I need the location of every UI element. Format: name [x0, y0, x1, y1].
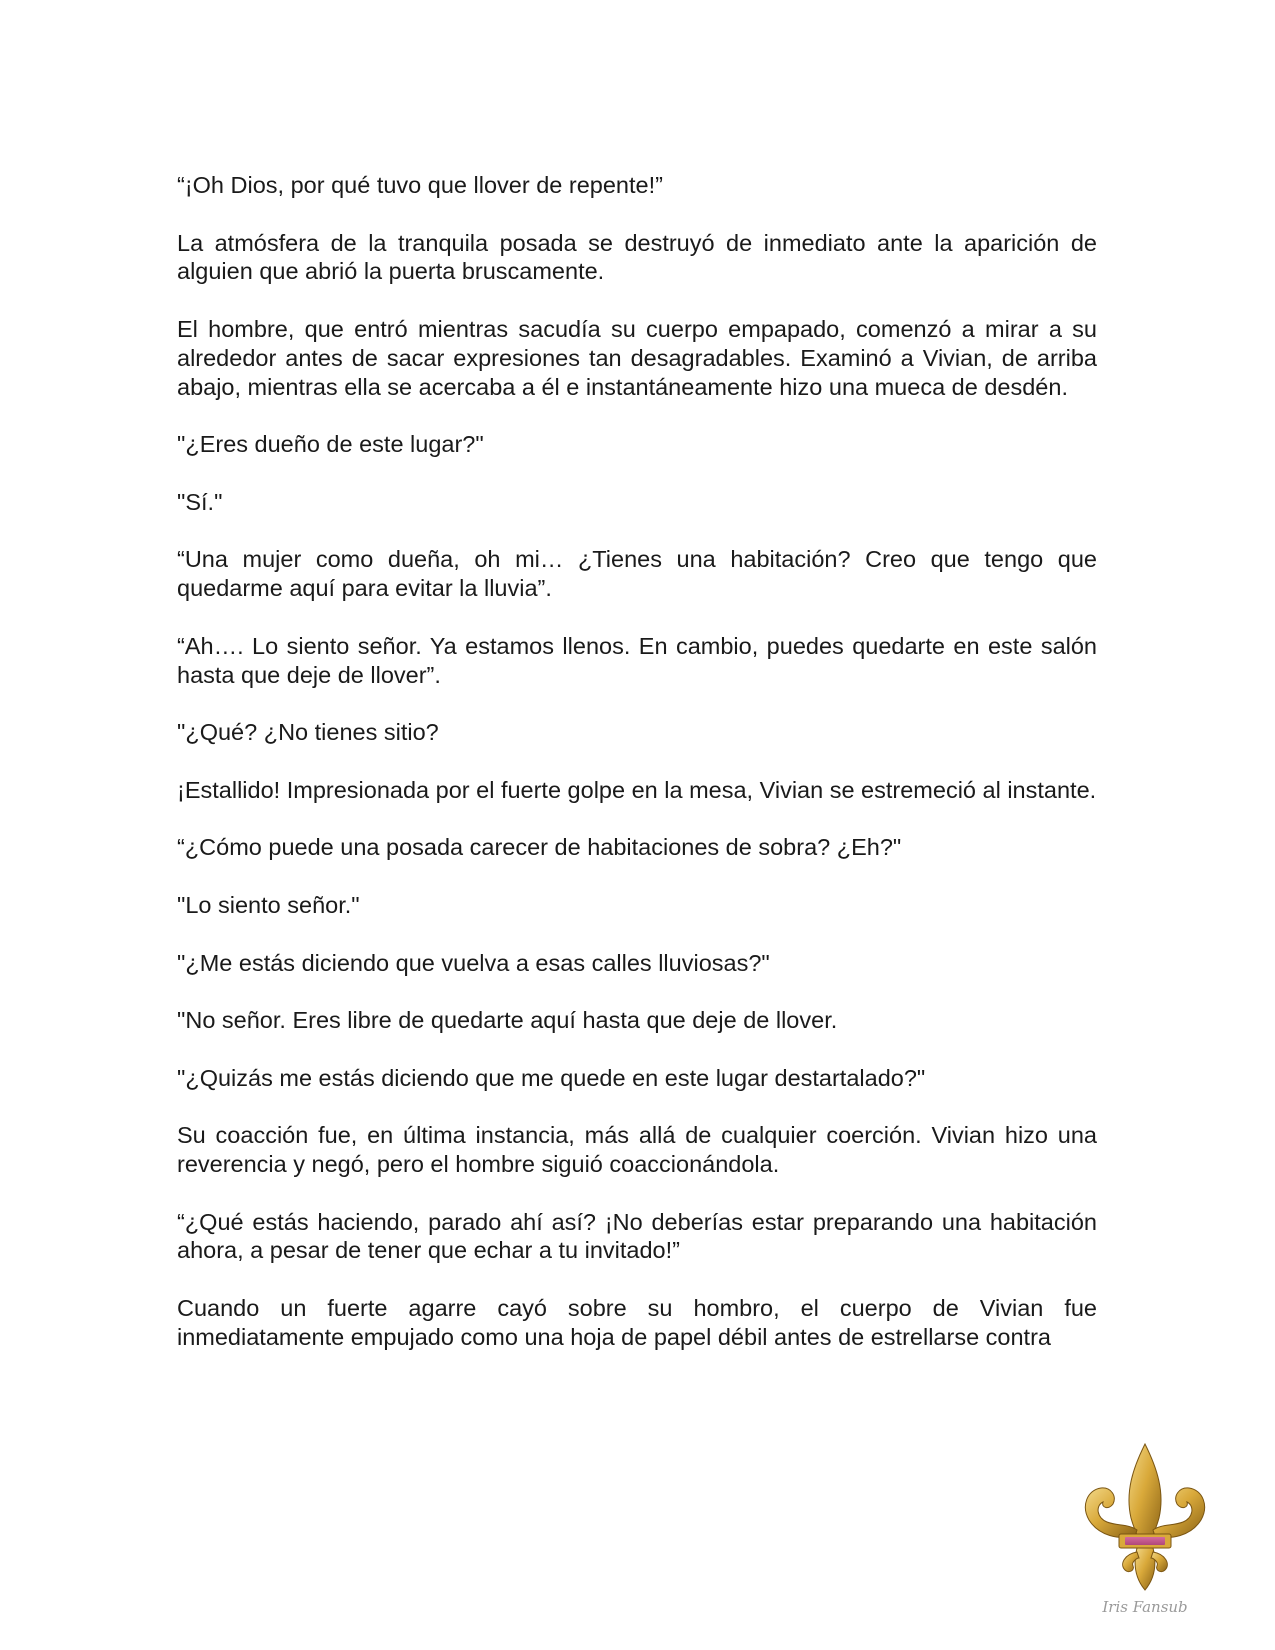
paragraph: “Una mujer como dueña, oh mi… ¿Tienes una habitación? Creo que tengo que quedarme aquí para evitar la lluvia”.: [177, 546, 1097, 602]
paragraph: "¿Me estás diciendo que vuelva a esas calles lluviosas?": [177, 949, 770, 976]
paragraph: “¡Oh Dios, por qué tuvo que llover de repente!”: [177, 172, 663, 198]
paragraph: Su coacción fue, en última instancia, más allá de cualquier coerción. Vivian hizo una reverencia y negó, pero el hombre siguió coaccionándola.: [177, 1122, 1097, 1178]
paragraph: ¡Estallido! Impresionada por el fuerte golpe en la mesa, Vivian se estremeció al instante.: [177, 776, 1097, 803]
fleur-de-lis-icon: [1075, 1440, 1215, 1620]
paragraph: "Sí.": [177, 488, 223, 515]
paragraph: “Ah…. Lo siento señor. Ya estamos llenos. En cambio, puedes quedarte en este salón hasta que deje de llover”.: [177, 632, 1097, 688]
story-text: [177, 171, 1097, 1380]
paragraph: "Lo siento señor.": [177, 891, 360, 918]
paragraph: “¿Qué estás haciendo, parado ahí así? ¡No deberías estar preparando una habitación ahora, a pesar de tener que echar a tu invitado!”: [177, 1208, 1097, 1264]
paragraph: "No señor. Eres libre de quedarte aquí hasta que deje de llover.: [177, 1007, 838, 1034]
paragraph: "¿Qué? ¿No tienes sitio?: [177, 719, 439, 746]
watermark-text: Iris Fansub: [1102, 1598, 1188, 1616]
paragraph: El hombre, que entró mientras sacudía su cuerpo empapado, comenzó a mirar a su alrededor antes de sacar expresiones tan desagradables. Examinó a Vivian, de arriba abajo, mientras ella se acercaba a él e instantáneamente hizo una mueca de desdén.: [177, 315, 1097, 400]
paragraph: “¿Cómo puede una posada carecer de habitaciones de sobra? ¿Eh?": [177, 834, 902, 861]
paragraph: Cuando un fuerte agarre cayó sobre su hombro, el cuerpo de Vivian fue inmediatamente empujado como una hoja de papel débil antes de estrellarse contra: [177, 1295, 1097, 1350]
paragraph: La atmósfera de la tranquila posada se destruyó de inmediato ante la aparición de alguien que abrió la puerta bruscamente.: [177, 229, 1097, 285]
paragraph: "¿Quizás me estás diciendo que me quede en este lugar destartalado?": [177, 1064, 926, 1091]
watermark-logo: [1075, 1440, 1215, 1620]
paragraph: "¿Eres dueño de este lugar?": [177, 431, 484, 458]
